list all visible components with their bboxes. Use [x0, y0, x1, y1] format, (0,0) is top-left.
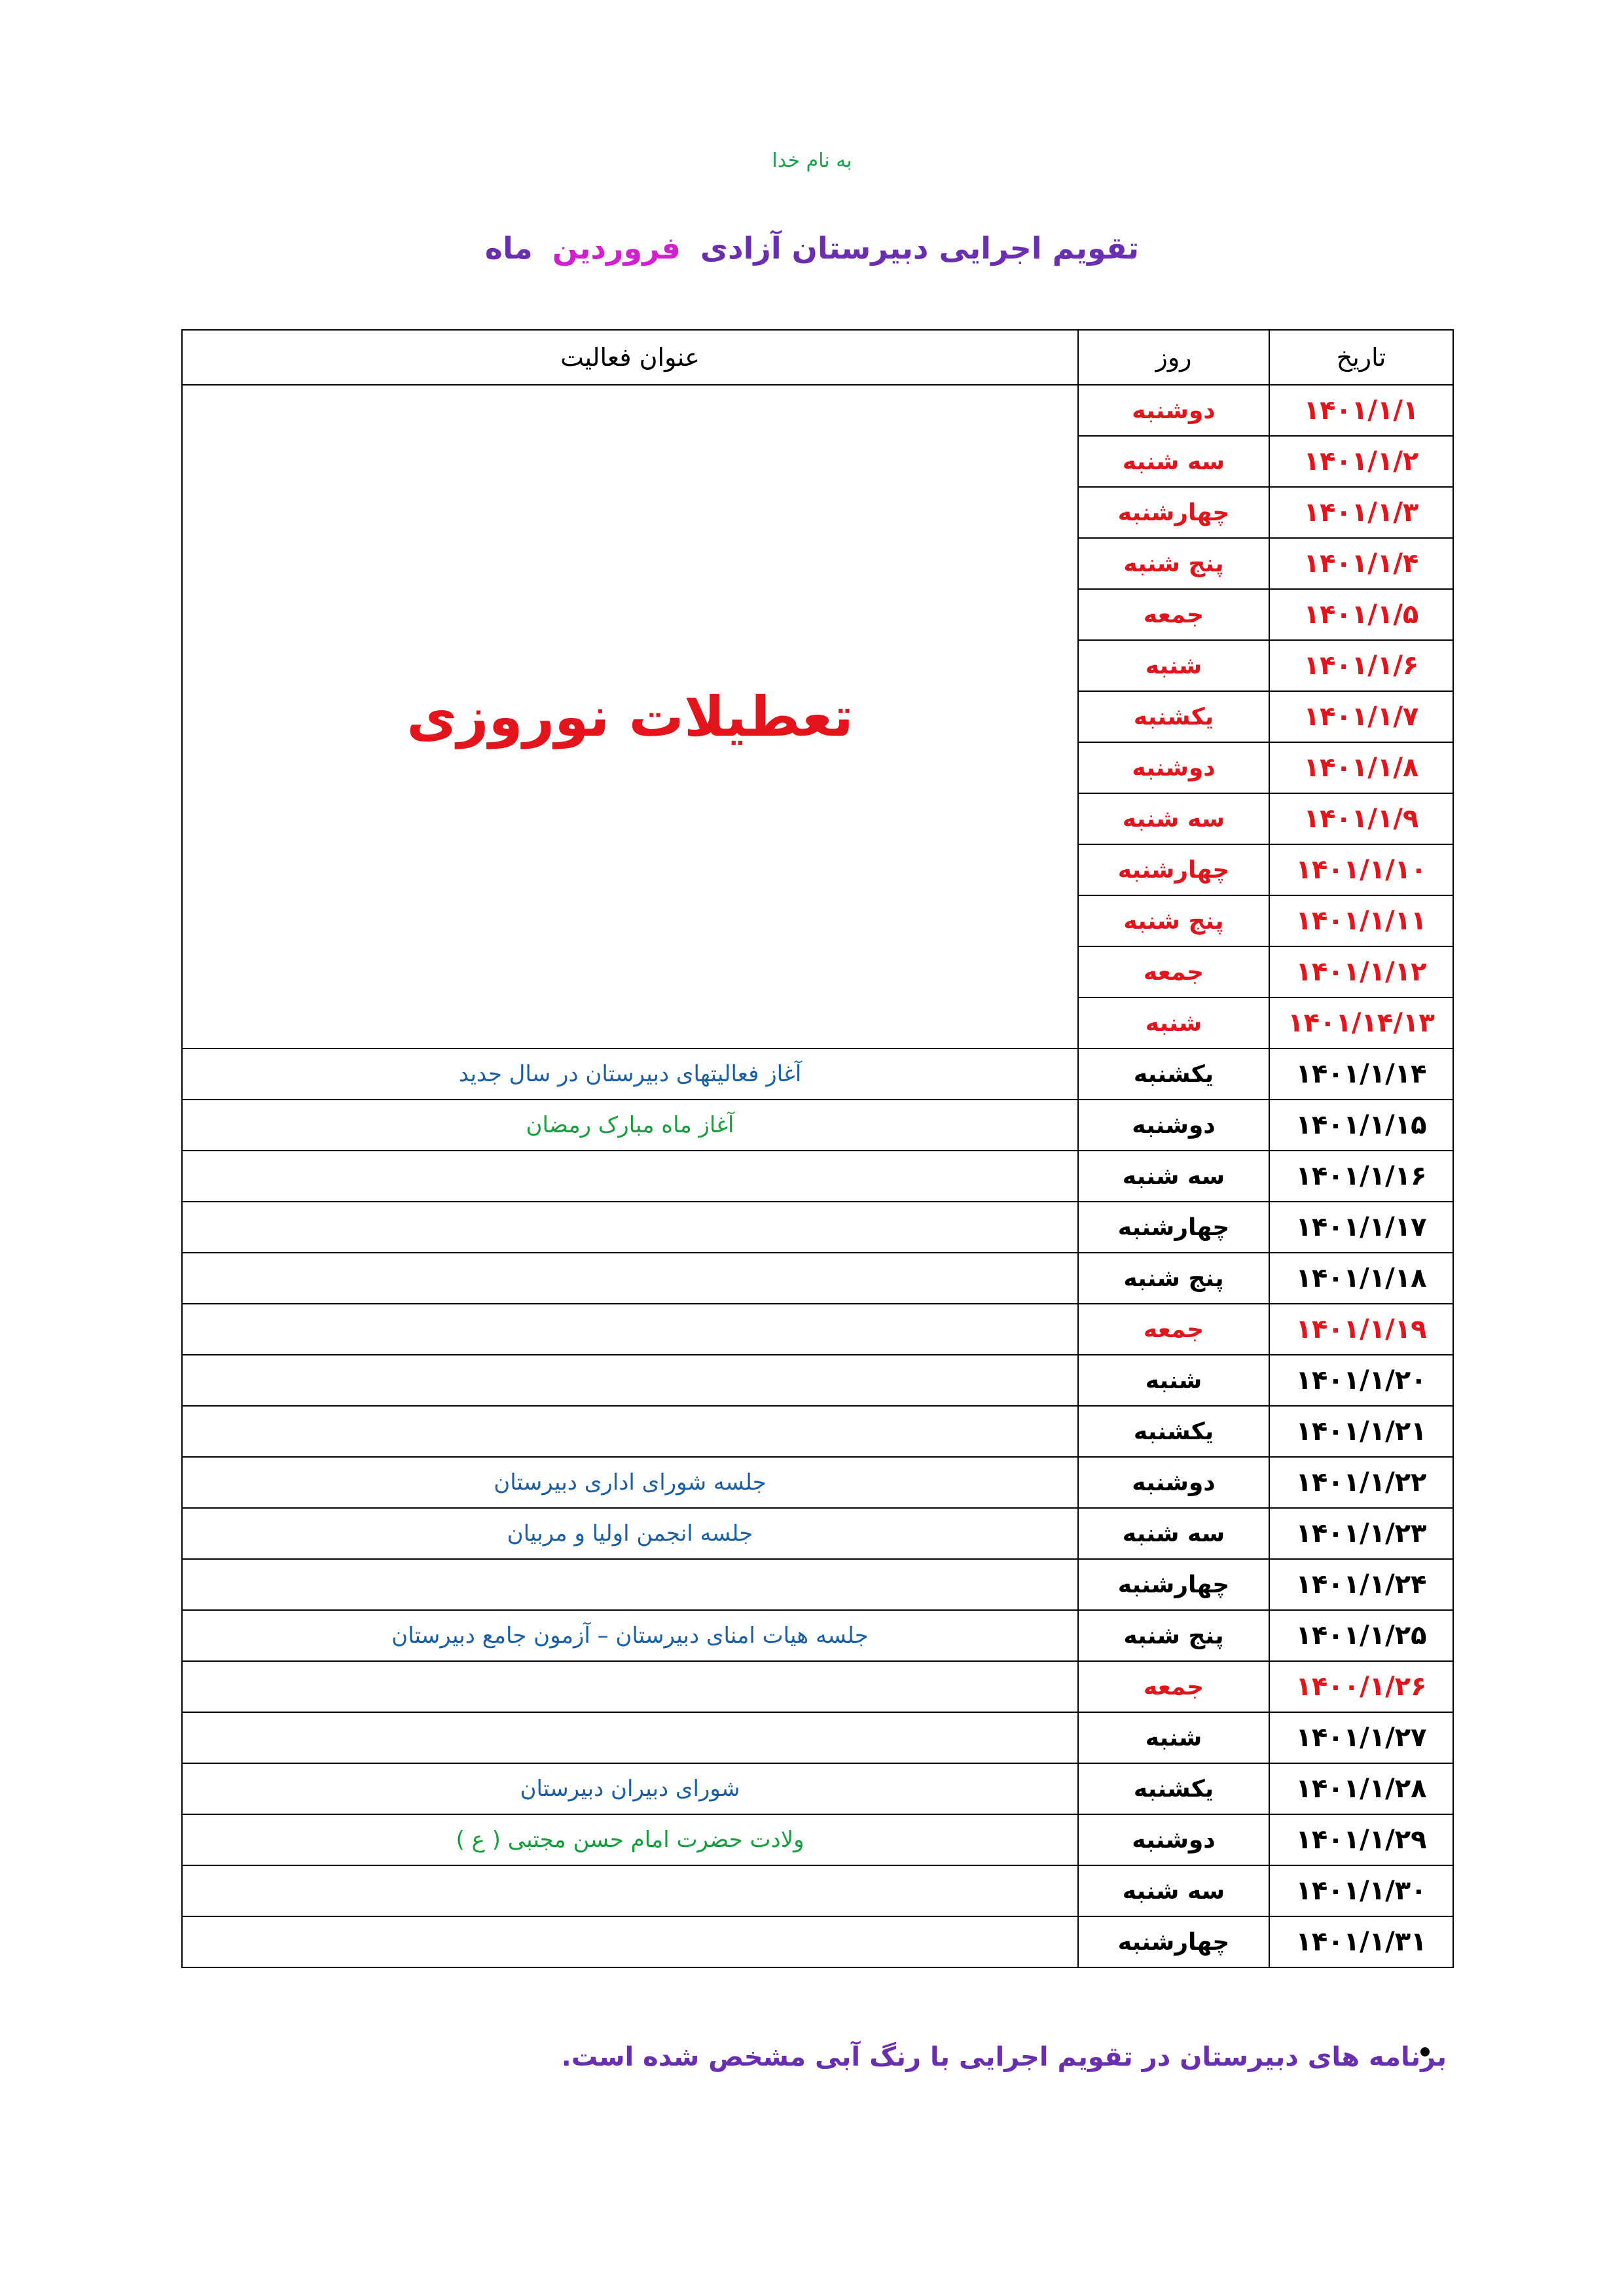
header-activity: عنوان فعالیت [182, 330, 1078, 385]
table-row [182, 1508, 1453, 1559]
table-row [182, 1457, 1453, 1508]
table-row [182, 1559, 1453, 1610]
day-cell: چهارشنبه [1078, 1202, 1269, 1253]
activity-cell: آغاز ماه مبارک رمضان [182, 1100, 1078, 1151]
activity-cell [182, 1202, 1078, 1253]
date-cell: ۱۴۰۱/۱/۱۴ [1269, 1049, 1453, 1100]
activity-cell: جلسه شورای اداری دبیرستان [182, 1457, 1078, 1508]
date-cell: ۱۴۰۱/۱/۹ [1269, 793, 1453, 844]
date-cell: ۱۴۰۱/۱/۱۲ [1269, 946, 1453, 997]
day-cell: جمعه [1078, 946, 1269, 997]
date-cell: ۱۴۰۱/۱/۱۰ [1269, 844, 1453, 895]
date-cell: ۱۴۰۱/۱/۲۴ [1269, 1559, 1453, 1610]
activity-cell [182, 1712, 1078, 1763]
day-cell: پنج شنبه [1078, 1253, 1269, 1304]
date-cell: ۱۴۰۱/۱/۷ [1269, 691, 1453, 742]
title-month: فروردین [552, 230, 681, 266]
day-cell: سه شنبه [1078, 1865, 1269, 1916]
activity-cell [182, 1916, 1078, 1967]
date-cell: ۱۴۰۱/۱/۱۹ [1269, 1304, 1453, 1355]
date-cell: ۱۴۰۱/۱/۲۳ [1269, 1508, 1453, 1559]
date-cell: ۱۴۰۱/۱/۱۶ [1269, 1151, 1453, 1202]
bismillah-text: به نام خدا [772, 149, 852, 172]
table-row [182, 1304, 1453, 1355]
day-cell: شنبه [1078, 1712, 1269, 1763]
activity-cell [182, 1304, 1078, 1355]
table-row [182, 1151, 1453, 1202]
table-row [182, 1253, 1453, 1304]
date-cell: ۱۴۰۱/۱/۲۵ [1269, 1610, 1453, 1661]
activity-cell [182, 1406, 1078, 1457]
day-cell: چهارشنبه [1078, 1559, 1269, 1610]
date-cell: ۱۴۰۱/۱/۱۸ [1269, 1253, 1453, 1304]
date-cell: ۱۴۰۱/۱/۱۷ [1269, 1202, 1453, 1253]
day-cell: چهارشنبه [1078, 844, 1269, 895]
table-row [182, 1355, 1453, 1406]
date-cell: ۱۴۰۱/۱/۵ [1269, 589, 1453, 640]
activity-cell: ولادت حضرت امام حسن مجتبی ( ع ) [182, 1814, 1078, 1865]
date-cell: ۱۴۰۰/۱/۲۶ [1269, 1661, 1453, 1712]
table-row [182, 1049, 1453, 1100]
day-cell: دوشنبه [1078, 1457, 1269, 1508]
header-day: روز [1078, 330, 1269, 385]
table-row [182, 1814, 1453, 1865]
day-cell: سه شنبه [1078, 793, 1269, 844]
table-row [182, 1763, 1453, 1814]
day-cell: یکشنبه [1078, 1049, 1269, 1100]
activity-cell: شورای دبیران دبیرستان [182, 1763, 1078, 1814]
activity-cell [182, 1355, 1078, 1406]
day-cell: شنبه [1078, 1355, 1269, 1406]
calendar-table [181, 329, 1454, 1968]
date-cell: ۱۴۰۱/۱/۲۸ [1269, 1763, 1453, 1814]
day-cell: یکشنبه [1078, 1406, 1269, 1457]
table-row [182, 1865, 1453, 1916]
title-main: تقویم اجرایی دبیرستان آزادی [700, 230, 1140, 266]
day-cell: سه شنبه [1078, 1508, 1269, 1559]
day-cell: دوشنبه [1078, 385, 1269, 436]
day-cell: دوشنبه [1078, 742, 1269, 793]
table-row [182, 1916, 1453, 1967]
date-cell: ۱۴۰۱/۱/۳۰ [1269, 1865, 1453, 1916]
date-cell: ۱۴۰۱/۱/۴ [1269, 538, 1453, 589]
day-cell: سه شنبه [1078, 1151, 1269, 1202]
date-cell: ۱۴۰۱/۱/۳۱ [1269, 1916, 1453, 1967]
activity-cell [182, 1661, 1078, 1712]
date-cell: ۱۴۰۱/۱/۱۱ [1269, 895, 1453, 946]
date-cell: ۱۴۰۱/۱/۳ [1269, 487, 1453, 538]
table-row [182, 1406, 1453, 1457]
table-row [182, 1661, 1453, 1712]
date-cell: ۱۴۰۱/۱/۶ [1269, 640, 1453, 691]
activity-cell [182, 1151, 1078, 1202]
table-row [182, 1610, 1453, 1661]
day-cell: پنج شنبه [1078, 895, 1269, 946]
activity-cell [182, 1865, 1078, 1916]
day-cell: پنج شنبه [1078, 1610, 1269, 1661]
day-cell: سه شنبه [1078, 436, 1269, 487]
document-title [0, 230, 1624, 266]
date-cell: ۱۴۰۱/۱/۲۲ [1269, 1457, 1453, 1508]
date-cell: ۱۴۰۱/۱/۲ [1269, 436, 1453, 487]
activity-cell [182, 1253, 1078, 1304]
day-cell: جمعه [1078, 589, 1269, 640]
date-cell: ۱۴۰۱/۱/۱۵ [1269, 1100, 1453, 1151]
day-cell: شنبه [1078, 997, 1269, 1049]
date-cell: ۱۴۰۱/۱/۲۹ [1269, 1814, 1453, 1865]
table-body [182, 385, 1453, 1967]
table-row [182, 1202, 1453, 1253]
activity-cell: جلسه هیات امنای دبیرستان – آزمون جامع دبیرستان [182, 1610, 1078, 1661]
day-cell: جمعه [1078, 1304, 1269, 1355]
day-cell: دوشنبه [1078, 1100, 1269, 1151]
table-row [182, 1712, 1453, 1763]
header-date: تاریخ [1269, 330, 1453, 385]
activity-cell: آغاز فعالیتهای دبیرستان در سال جدید [182, 1049, 1078, 1100]
table-header-row [182, 330, 1453, 385]
date-cell: ۱۴۰۱/۱/۸ [1269, 742, 1453, 793]
day-cell: چهارشنبه [1078, 487, 1269, 538]
activity-cell: جلسه انجمن اولیا و مربیان [182, 1508, 1078, 1559]
table-row [182, 385, 1453, 436]
holiday-label: تعطیلات نوروزی [182, 385, 1078, 1049]
day-cell: جمعه [1078, 1661, 1269, 1712]
footnote: برنامه های دبیرستان در تقویم اجرایی با رنگ آبی مشخص شده است. [561, 2042, 1447, 2072]
table-row [182, 1100, 1453, 1151]
date-cell: ۱۴۰۱/۱/۱ [1269, 385, 1453, 436]
day-cell: یکشنبه [1078, 1763, 1269, 1814]
day-cell: دوشنبه [1078, 1814, 1269, 1865]
day-cell: چهارشنبه [1078, 1916, 1269, 1967]
activity-cell [182, 1559, 1078, 1610]
date-cell: ۱۴۰۱/۱/۲۰ [1269, 1355, 1453, 1406]
date-cell: ۱۴۰۱/۱۴/۱۳ [1269, 997, 1453, 1049]
date-cell: ۱۴۰۱/۱/۲۷ [1269, 1712, 1453, 1763]
title-suffix: ماه [484, 230, 533, 266]
day-cell: پنج شنبه [1078, 538, 1269, 589]
date-cell: ۱۴۰۱/۱/۲۱ [1269, 1406, 1453, 1457]
day-cell: یکشنبه [1078, 691, 1269, 742]
day-cell: شنبه [1078, 640, 1269, 691]
